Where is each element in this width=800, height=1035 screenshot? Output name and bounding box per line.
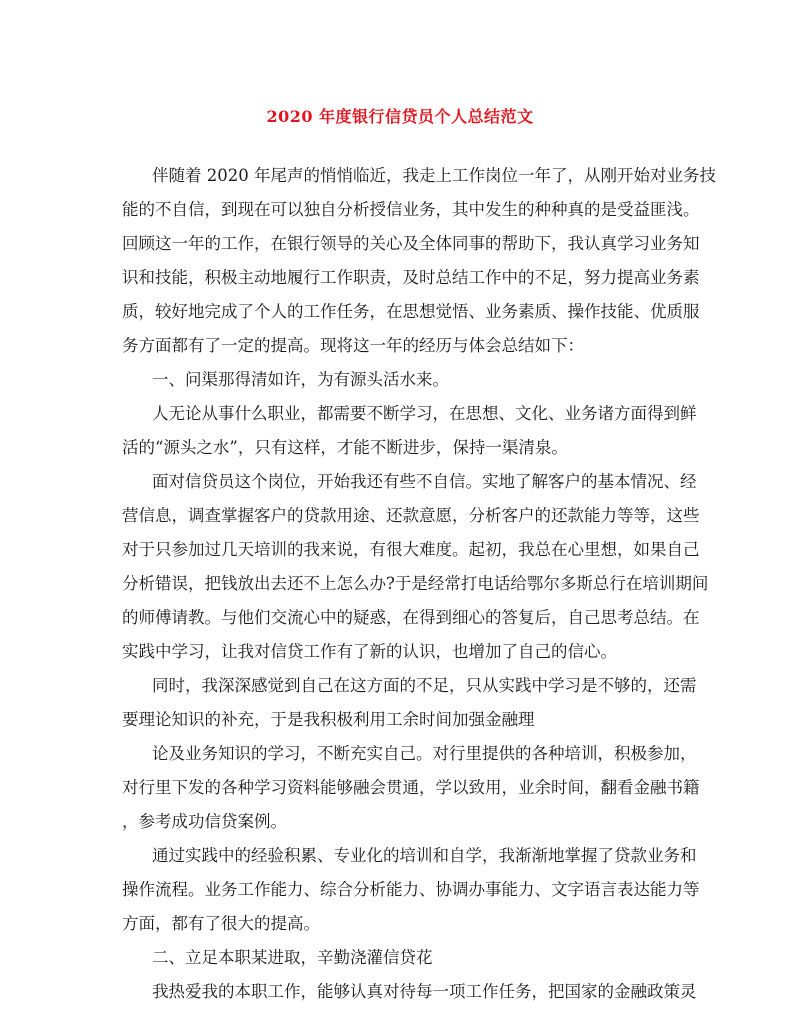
paragraph-line: 回顾这一年的工作，在银行领导的关心及全体同事的帮助下，我认真学习业务知 — [122, 234, 700, 253]
section-heading: 一、问渠那得清如许，为有源头活水来。 — [152, 370, 449, 389]
paragraph-line: 的师傅请教。与他们交流心中的疑惑，在得到细心的答复后，自己思考总结。在 — [122, 608, 700, 627]
paragraph-line: 方面，都有了很大的提高。 — [122, 914, 320, 933]
paragraph-line: 能的不自信，到现在可以独自分析授信业务，其中发生的种种真的是受益匪浅。 — [122, 200, 700, 219]
paragraph-line: 质，较好地完成了个人的工作任务，在思想觉悟、业务素质、操作技能、优质服 — [122, 302, 700, 321]
paragraph-line: 务方面都有了一定的提高。现将这一年的经历与体会总结如下： — [122, 336, 584, 355]
paragraph-line: 要理论知识的补充，于是我积极利用工余时间加强金融理 — [122, 710, 535, 729]
section-heading: 二、立足本职某进取，辛勤浇灌信贷花 — [152, 948, 433, 967]
paragraph-line: 分析错误，把钱放出去还不上怎么办?于是经常打电话给鄂尔多斯总行在培训期间 — [122, 574, 709, 593]
paragraph-line: 论及业务知识的学习，不断充实自己。对行里提供的各种培训，积极参加， — [152, 744, 697, 763]
paragraph-line: 面对信贷员这个岗位，开始我还有些不自信。实地了解客户的基本情况、经 — [152, 472, 697, 491]
paragraph-line: 我热爱我的本职工作，能够认真对待每一项工作任务，把国家的金融政策灵 — [152, 982, 697, 1001]
paragraph-line: 人无论从事什么职业，都需要不断学习，在思想、文化、业务诸方面得到鲜 — [152, 404, 697, 423]
paragraph-line: 同时，我深深感觉到自己在这方面的不足，只从实践中学习是不够的，还需 — [152, 676, 697, 695]
paragraph-line: 实践中学习，让我对信贷工作有了新的认识，也增加了自己的信心。 — [122, 642, 617, 661]
paragraph-line: ，参考成功信贷案例。 — [122, 812, 287, 831]
paragraph-line: 伴随着 2020 年尾声的悄悄临近，我走上工作岗位一年了，从刚开始对业务技 — [152, 166, 716, 185]
paragraph-line: 通过实践中的经验积累、专业化的培训和自学，我渐渐地掌握了贷款业务和 — [152, 846, 697, 865]
paragraph-line: 对于只参加过几天培训的我来说，有很大难度。起初，我总在心里想，如果自己 — [122, 540, 700, 559]
paragraph-line: 识和技能，积极主动地履行工作职责，及时总结工作中的不足，努力提高业务素 — [122, 268, 700, 287]
paragraph-line: 操作流程。业务工作能力、综合分析能力、协调办事能力、文字语言表达能力等 — [122, 880, 700, 899]
document-title: 2020 年度银行信贷员个人总结范文 — [266, 107, 534, 126]
paragraph-line: 活的“源头之水”，只有这样，才能不断进步，保持一渠清泉。 — [122, 438, 568, 457]
paragraph-line: 营信息，调查掌握客户的贷款用途、还款意愿，分析客户的还款能力等等，这些 — [122, 506, 700, 525]
paragraph-line: 对行里下发的各种学习资料能够融会贯通，学以致用，业余时间，翻看金融书籍 — [122, 778, 700, 797]
